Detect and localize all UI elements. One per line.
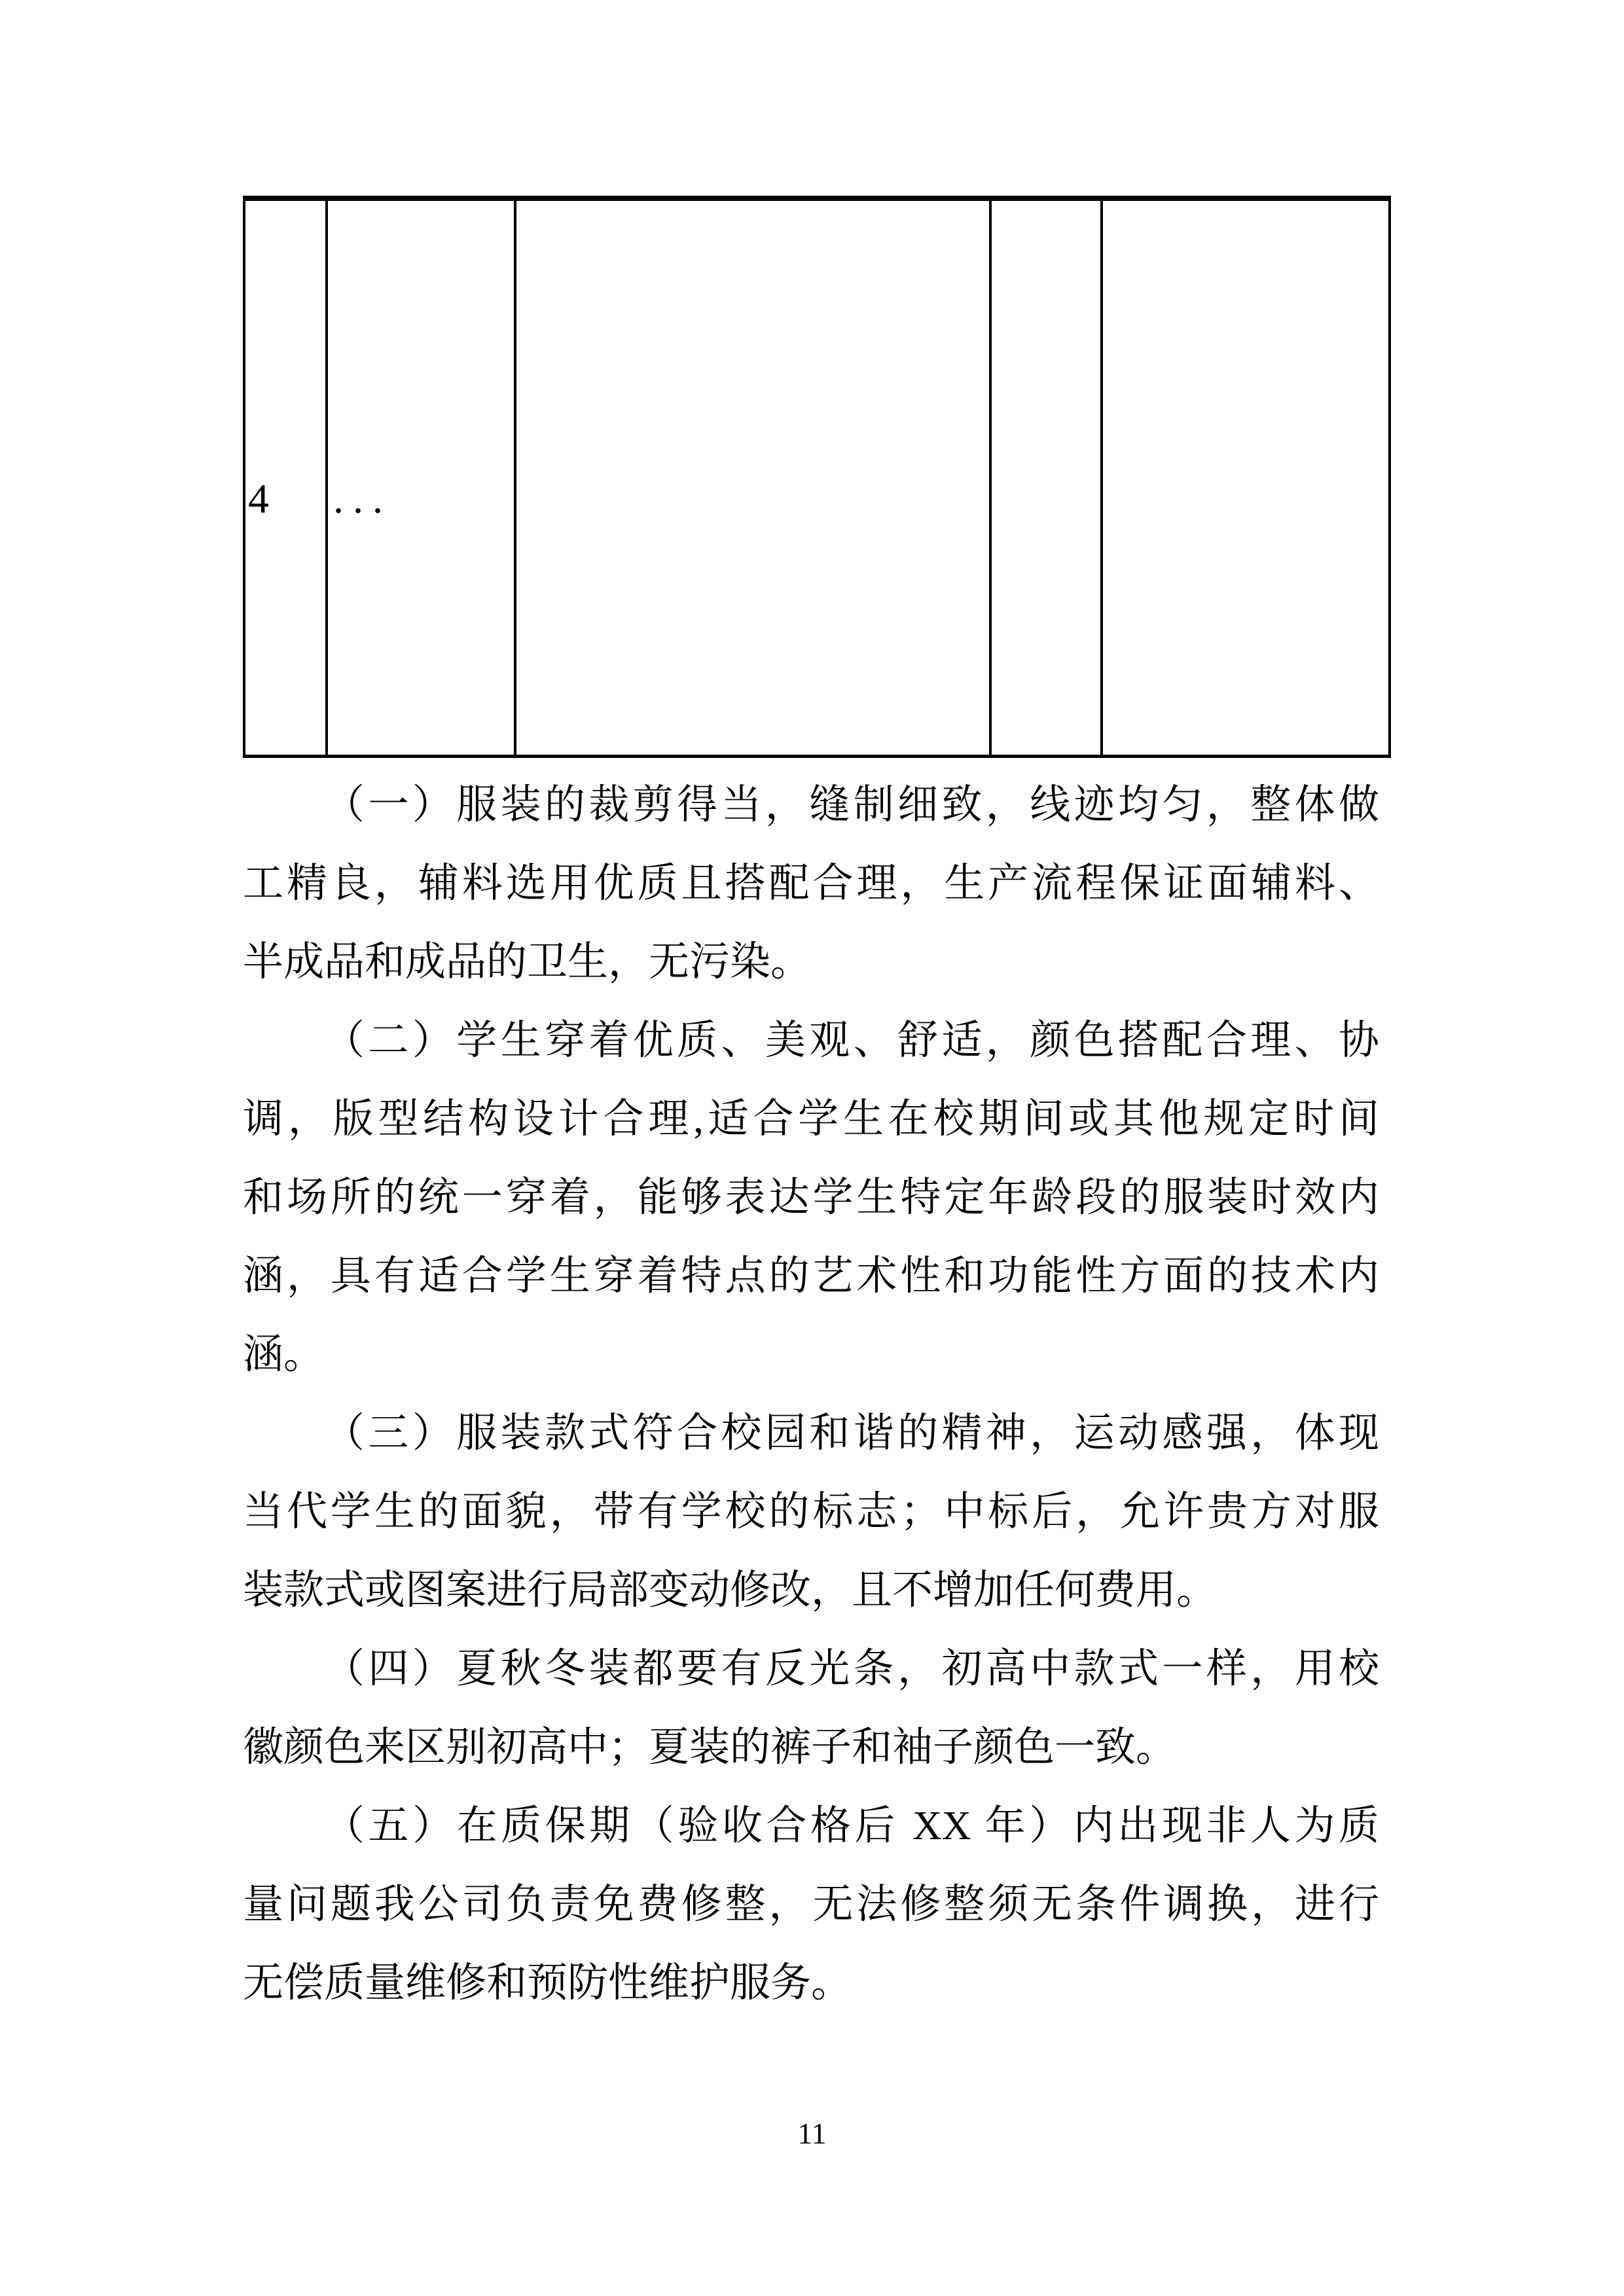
text-line: 无偿质量维修和预防性维护服务。: [243, 1961, 852, 2005]
text-line: 工精良，辅料选用优质且搭配合理，生产流程保证面辅料、: [243, 861, 1379, 906]
paragraph-wearing-quality: [243, 1001, 1379, 1394]
text-line: （三）服装款式符合校园和谐的精神，运动感强，体现: [324, 1411, 1379, 1456]
text-line: 涵。: [243, 1333, 325, 1377]
text-line: （四）夏秋冬装都要有反光条，初高中款式一样，用校: [324, 1647, 1379, 1691]
text-line: （五）在质保期（验收合格后 XX 年）内出现非人为质: [324, 1804, 1379, 1848]
continued-table: [243, 196, 1391, 758]
text-line: 装款式或图案进行局部变动修改，且不增加任何费用。: [243, 1568, 1218, 1613]
table-cell-index-value: 4: [248, 475, 269, 522]
text-line: 量问题我公司负责免费修整，无法修整须无条件调换，进行: [243, 1882, 1379, 1927]
text-line: 徽颜色来区别初高中；夏装的裤子和袖子颜色一致。: [243, 1725, 1177, 1770]
table-cell-index: [245, 201, 328, 755]
table-cell-empty-2: [992, 201, 1103, 755]
text-line: 半成品和成品的卫生，无污染。: [243, 940, 812, 984]
table-cell-empty-1: [516, 201, 992, 755]
paragraph-workmanship: [243, 766, 1379, 1001]
text-line: 和场所的统一穿着，能够表达学生特定年龄段的服装时效内: [243, 1175, 1379, 1220]
table-cell-ellipsis: [328, 201, 516, 755]
page-number: 11: [797, 2117, 827, 2150]
text-line: （二）学生穿着优质、美观、舒适，颜色搭配合理、协: [324, 1018, 1379, 1063]
paragraph-warranty: [243, 1787, 1379, 2022]
table-cell-empty-3: [1103, 201, 1391, 755]
text-line: 当代学生的面貌，带有学校的标志；中标后，允许贵方对服: [243, 1490, 1379, 1534]
text-line: 涵，具有适合学生穿着特点的艺术性和功能性方面的技术内: [243, 1254, 1379, 1299]
table-cell-ellipsis-value: ...: [333, 475, 392, 522]
paragraph-reflective-strip: [243, 1630, 1379, 1787]
text-line: （一）服装的裁剪得当，缝制细致，线迹均匀，整体做: [324, 783, 1379, 827]
paragraph-style: [243, 1394, 1379, 1630]
text-line: 调，版型结构设计合理,适合学生在校期间或其他规定时间: [243, 1097, 1379, 1141]
body-text: [243, 766, 1379, 2022]
